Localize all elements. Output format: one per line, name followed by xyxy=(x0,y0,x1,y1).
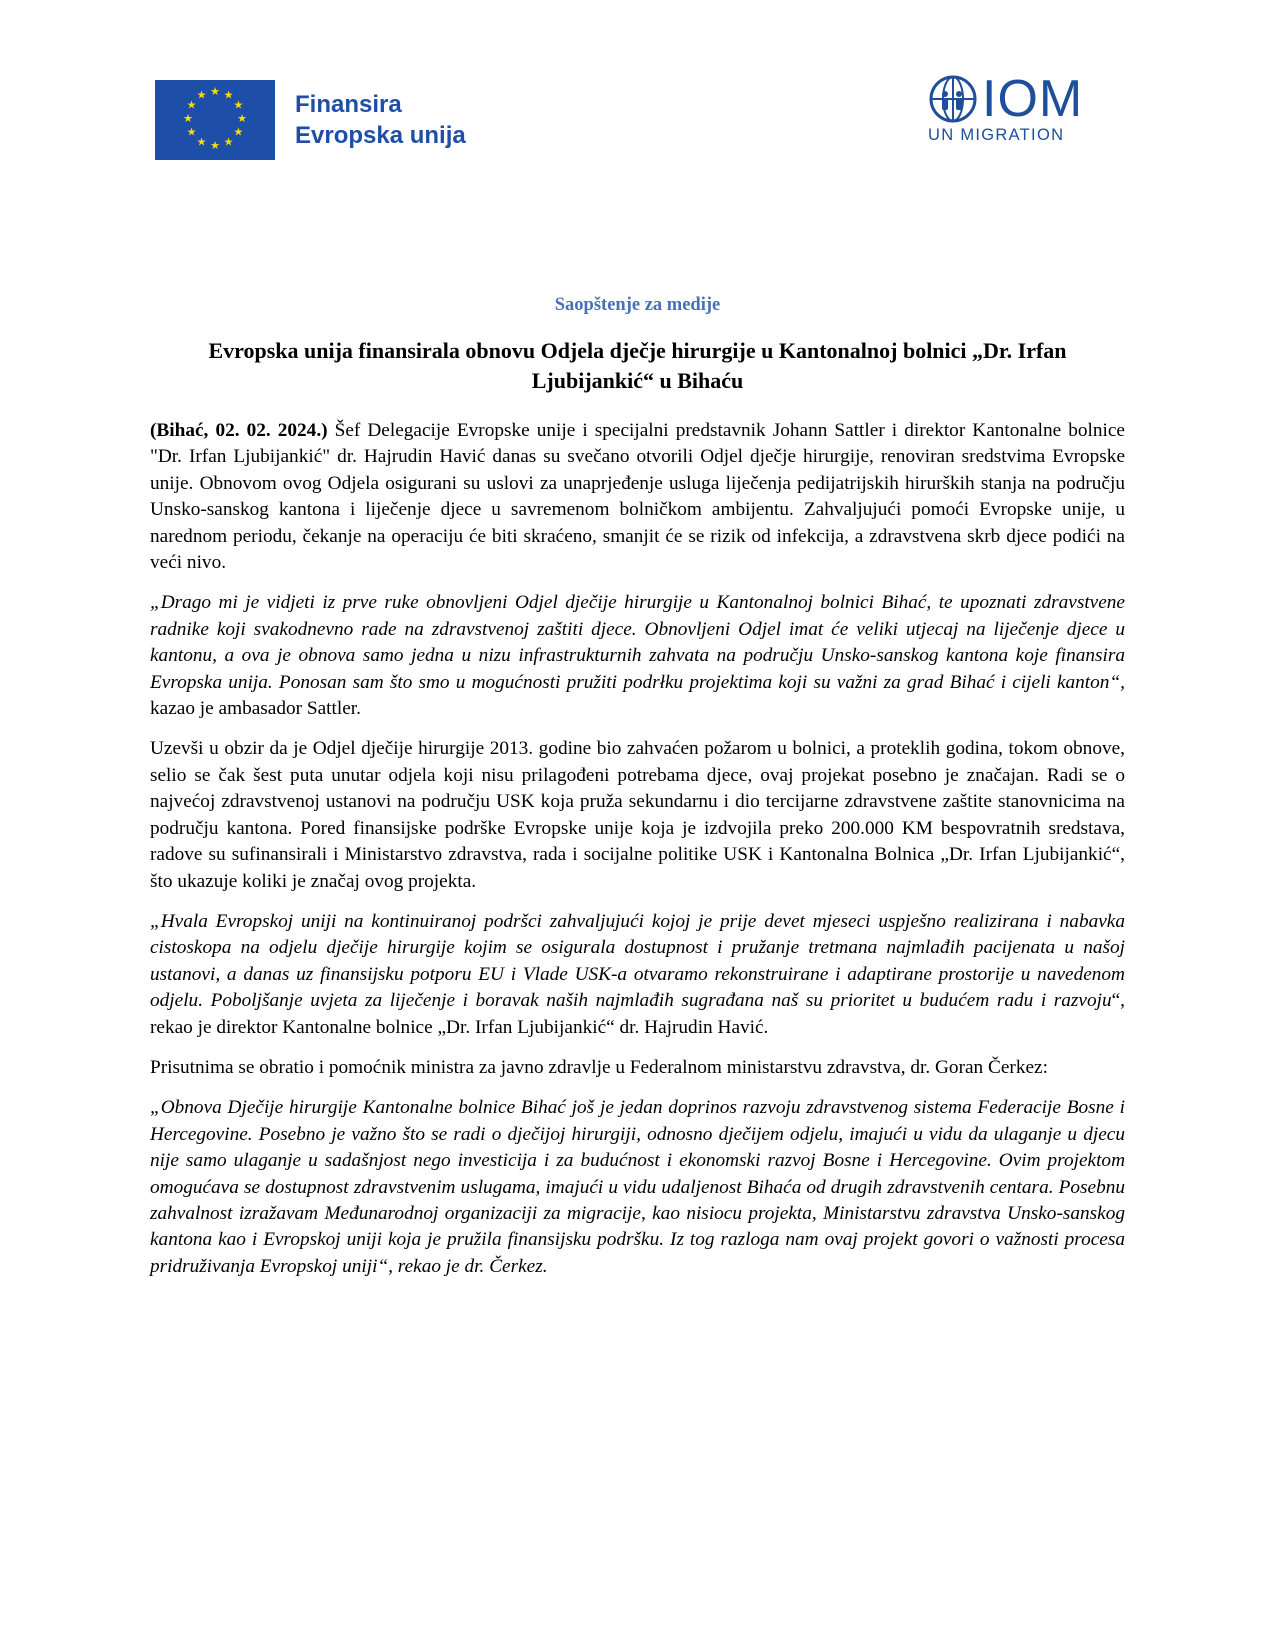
svg-text:★: ★ xyxy=(237,113,247,125)
iom-logo xyxy=(928,70,1108,144)
svg-text:★: ★ xyxy=(210,86,220,98)
dateline: (Bihać, 02. 02. 2024.) xyxy=(150,420,328,441)
paragraph-3: Uzevši u obzir da je Odjel dječije hirurgije 2013. godine bio zahvaćen požarom u bolnici, a proteklih godina, tokom obnove, selio se čak šest puta unutar odjela koji nisu prilagođeni potrebama djece, ovaj projekat posebno je značajan. Radi se o najvećoj zdravstvenoj ustanovi na području USK koja pruža sekundarnu i dio tercijarne zdravstvene zaštite stanovnicima na području kantona. Pored finansijske podrške Evropske unije koja je izdvojila preko 200.000 KM bespovratnih sredstava, radove su sufinansirali i Ministarstvo zdravstva, rada i socijalne politike USK i Kantonalna Bolnica „Dr. Irfan Ljubijankić“, što ukazuje koliki je značaj ovog projekta. xyxy=(150,738,1125,892)
paragraph-5: Prisutnima se obratio i pomoćnik ministra za javno zdravlje u Federalnom ministarstvu zdravstva, dr. Goran Čerkez: xyxy=(150,1056,1048,1078)
svg-text:★: ★ xyxy=(223,89,234,102)
svg-text:★: ★ xyxy=(196,89,207,102)
eu-line-2: Evropska unija xyxy=(295,122,466,149)
paragraph-6 xyxy=(150,1095,1125,1280)
iom-globe-icon xyxy=(928,74,978,124)
svg-text:★: ★ xyxy=(186,126,197,139)
quote-cerkez: „Obnova Dječije hirurgije Kantonalne bolnice Bihać još je jedan doprinos razvoju zdravstvenog sistema Federacije Bosne i Hercegovine. Posebno je važno što se radi o dječijoj hirurgiji, odnosno dječijem odjelu, imajući u vidu da ulaganje u djecu nije samo ulaganje u sadašnjost nego investicija i za budućnost i ekonomski razvoj Bosne i Hercegovine. Ovim projektom omogućava se dostupnost zdravstvenim uslugama, imajući u vidu udaljenost Bihaća od drugih zdravstvenih centara. Posebnu zahvalnost izražavam Međunarodnoj organizaciji za migracije, kao nisiocu projekta, Ministarstvu zdravstva Unsko-sanskog kantona kao i Evropskoj uniji koja je pružila finansijsku podršku. Iz tog razloga nam ovaj projekt govori o važnosti procesa pridruživanja Evropskoj uniji“, rekao je dr. Čerkez. xyxy=(150,1097,1125,1277)
svg-text:★: ★ xyxy=(210,140,220,152)
press-release-label: Saopštenje za medije xyxy=(554,295,721,315)
paragraph-1 xyxy=(150,418,1125,576)
quote-sattler: „Drago mi je vidjeti iz prve ruke obnovljeni Odjel dječije hirurgije u Kantonalnoj bolnici Bihać, te upoznati zdravstvene radnike koji svakodnevno rade na zdravstvenoj zaštiti djece. Obnovljeni Odjel imat će veliki utjecaj na liječenje djece u kantonu, a ova je obnova samo jedna u nizu infrastrukturnih zahvata na području Unsko-sanskog kantona koje finansira Evropska unija. Ponosan sam što smo u mogućnosti pružiti podrłku projektima koji su važni za grad Bihać i cijeli kanton“, xyxy=(150,592,1125,693)
paragraph-1-text: Šef Delegacije Evropske unije i specijalni predstavnik Johann Sattler i direktor Kantonalne bolnice "Dr. Irfan Ljubijankić" dr. Hajrudin Havić danas su svečano otvorili Odjel dječje hirurgije, renoviran sredstvima Evropske unije. Obnovom ovog Odjela osigurani su uslovi za unaprjeđenje usluga liječenja pedijatrijskih hirurških stanja na području Unsko-sanskog kantona i liječenje djece u savremenom bolničkom ambijentu. Zahvaljujući pomoći Evropske unije, u narednom periodu, čekanje na operaciju će biti skraćeno, smanjit će se rizik od infekcija, a zdravstvena skrb djece podići na veći nivo. xyxy=(150,420,1125,574)
svg-text:★: ★ xyxy=(233,99,244,112)
paragraph-4 xyxy=(150,909,1125,1041)
svg-text:★: ★ xyxy=(183,113,193,125)
svg-text:★: ★ xyxy=(223,136,234,149)
eu-line-1: Finansira xyxy=(295,91,402,118)
svg-text:★: ★ xyxy=(196,136,207,149)
article-body xyxy=(150,418,1125,1294)
quote-havic: „Hvala Evropskoj uniji na kontinuiranoj podršci zahvaljujući kojoj je prije devet mjeseci uspješno realizirana i nabavka cistoskopa na odjelu dječije hirurgije kojim se osigurala dostupnost i pružanje tretmana najmlađih pacijenata u našoj ustanovi, a danas uz finansijsku potporu EU i Vlade USK-a otvaramo rekonstruirane i adaptirane prostorije u navedenom odjelu. Poboljšanje uvjeta za liječenje i boravak naših najmlađih sugrađana naš su prioritet u budućem radu i razvoju xyxy=(150,910,1125,1012)
headline: Evropska unija finansirala obnovu Odjela dječje hirurgije u Kantonalnoj bolnici „Dr. Irfan Ljubijankić“ u Bihaću xyxy=(208,338,1067,393)
eu-flag-icon xyxy=(155,80,275,160)
eu-funding-logo xyxy=(155,80,466,160)
svg-text:★: ★ xyxy=(233,126,244,139)
eu-funding-text xyxy=(295,89,466,151)
iom-wordmark: IOM xyxy=(982,70,1084,128)
svg-text:★: ★ xyxy=(186,99,197,112)
iom-subtitle: UN MIGRATION xyxy=(928,126,1065,144)
paragraph-2 xyxy=(150,590,1125,722)
quote-sattler-attribution: kazao je ambasador Sattler. xyxy=(150,698,361,720)
quote-havic-attribution: “, rekao je direktor Kantonalne bolnice „Dr. Irfan Ljubijankić“ dr. Hajrudin Havić. xyxy=(150,990,1125,1038)
